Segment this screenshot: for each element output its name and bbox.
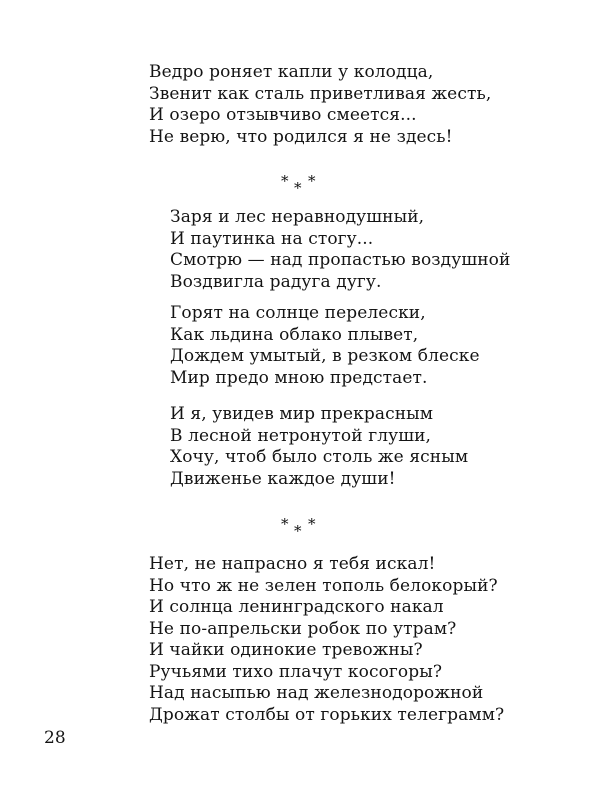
poem-line: Ручьями тихо плачут косогоры? (149, 661, 443, 682)
poem-line: В лесной нетронутой глуши, (170, 425, 432, 446)
poem-line: И озеро отзывчиво смеется... (149, 105, 417, 125)
poem-line: Нет, не напрасно я тебя искал! (149, 554, 436, 574)
poem-two-stanza-1 (170, 207, 510, 293)
poem-line: И солнца ленинградского накал (149, 597, 444, 617)
poem-three-stanza (149, 554, 504, 726)
poem-line: Дождем умытый, в резком блеске (170, 346, 480, 366)
poem-line: И паутинка на стогу... (170, 228, 374, 249)
poem-line: Над насыпью над железнодорожной (149, 683, 484, 703)
poem-line: Движенье каждое души! (170, 468, 396, 489)
poem-line: Ведро роняет капли у колодца, (149, 62, 434, 82)
poem-end-stanza (149, 62, 491, 148)
poem-line: Звенит как сталь приветливая жесть, (149, 83, 492, 104)
poem-line: Хочу, чтоб было столь же ясным (170, 447, 469, 467)
poem-line: Но что ж не зелен тополь белокорый? (149, 575, 498, 596)
asterism-star: * (308, 515, 316, 533)
poem-line: Мир предо мною предстает. (170, 367, 428, 388)
asterism-star: * (281, 172, 289, 190)
poem-line: Дрожат столбы от горьких телеграмм? (149, 704, 505, 725)
poem-line: Горят на солнце перелески, (170, 303, 426, 323)
asterism-star: * (308, 172, 316, 190)
asterism-separator (281, 515, 321, 540)
asterism-star: * (281, 515, 289, 533)
poem-line: И чайки одинокие тревожны? (149, 640, 423, 660)
poem-line: Не по-апрельски робок по утрам? (149, 618, 457, 639)
asterism-star: * (294, 179, 302, 197)
page-number: 28 (44, 728, 66, 748)
asterism-star: * (294, 522, 302, 540)
poem-line: Смотрю — над пропастью воздушной (170, 250, 511, 270)
poem-two-stanza-3 (170, 404, 468, 490)
poem-line: Заря и лес неравнодушный, (170, 207, 425, 227)
asterism-separator (281, 172, 321, 197)
poem-line: Не верю, что родился я не здесь! (149, 126, 453, 147)
poem-two-stanza-2 (170, 303, 480, 389)
poem-line: Воздвигла радуга дугу. (170, 271, 382, 292)
poem-line: Как льдина облако плывет, (170, 324, 419, 345)
poem-line: И я, увидев мир прекрасным (170, 404, 434, 424)
